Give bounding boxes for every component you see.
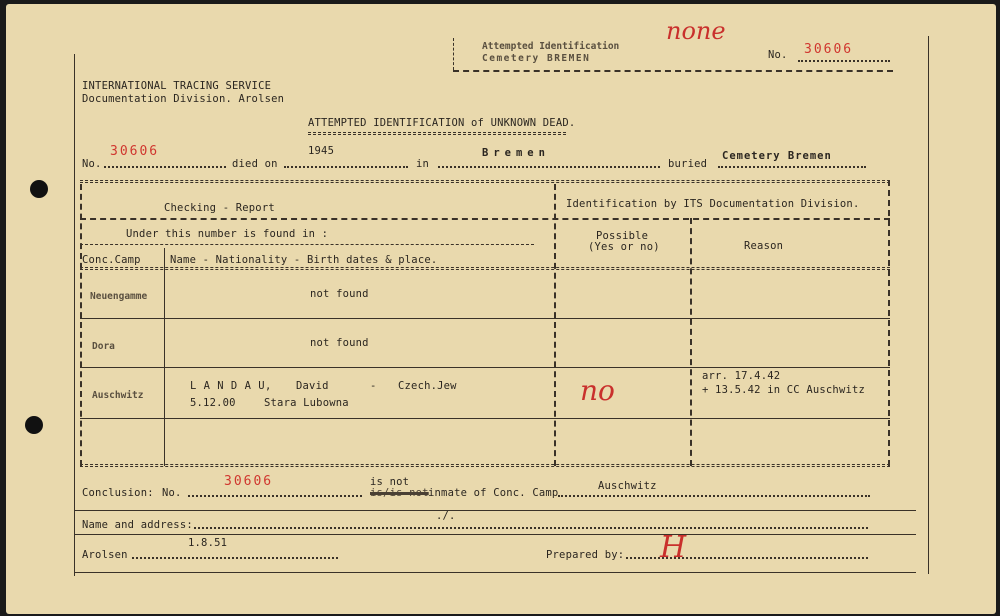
record-no-label: No. [82, 158, 102, 170]
died-on-value: 1945 [308, 145, 335, 157]
row-3-nationality: Czech.Jew [398, 380, 457, 392]
row-3-surname: L A N D A U, [190, 380, 272, 392]
conclusion-inmate: inmate of Conc. Camp [428, 487, 559, 499]
form-title: ATTEMPTED IDENTIFICATION of UNKNOWN DEAD. [308, 117, 576, 129]
prepared-by-initial: H [660, 530, 687, 565]
row-3-birth-place: Stara Lubowna [264, 397, 349, 409]
table-rule-3 [80, 244, 534, 245]
table-right-rule [888, 180, 890, 466]
stamp-line-2: Cemetery BREMEN [482, 53, 591, 64]
place-dots [438, 166, 660, 168]
yes-or-no-header: (Yes or no) [588, 241, 660, 253]
name-address-dots [194, 527, 868, 529]
row-1-bottom-rule [80, 318, 890, 319]
possible-header: Possible [596, 230, 649, 242]
row-3-birth-date: 5.12.00 [190, 397, 236, 409]
handwritten-none: none [666, 17, 726, 45]
buried-label: buried [668, 158, 708, 170]
row-3-dash: - [370, 380, 377, 392]
row-3-bottom-rule [80, 418, 890, 419]
table-divider-camp [164, 248, 165, 466]
place-value: Bremen [482, 147, 550, 159]
conclusion-number: 30606 [224, 474, 274, 489]
conclusion-number-dots [188, 495, 362, 497]
conclusion-is-not: is not [370, 476, 410, 488]
table-left-rule [80, 184, 82, 466]
reason-header: Reason [744, 240, 784, 252]
in-label: in [416, 158, 430, 170]
conclusion-camp: Auschwitz [598, 480, 657, 492]
record-number: 30606 [110, 144, 160, 159]
footer-place: Arolsen [82, 549, 128, 561]
table-top-rule [80, 180, 890, 183]
index-card [6, 4, 996, 614]
conclusion-label: Conclusion: [82, 487, 154, 499]
form-title-underline [308, 132, 566, 135]
row-2-camp: Dora [92, 341, 115, 352]
name-address-label: Name and address: [82, 519, 193, 531]
row-2-entry: not found [310, 337, 369, 349]
stamp-left-rule [453, 38, 454, 70]
punch-hole-top [30, 180, 48, 198]
punch-hole-bottom [25, 416, 43, 434]
top-no-label: No. [768, 49, 788, 61]
died-on-label: died on [232, 158, 278, 170]
row-3-reason-2: + 13.5.42 in CC Auschwitz [702, 384, 866, 396]
stamp-line-1: Attempted Identification [482, 41, 620, 52]
conclusion-camp-dots [558, 495, 870, 497]
row-3-reason-1: arr. 17.4.42 [702, 370, 781, 382]
table-bottom-rule [80, 464, 890, 467]
conclusion-no-label: No. [162, 487, 182, 499]
footer-rule [74, 572, 916, 573]
table-divider-main [554, 184, 556, 466]
col-camp-header: Conc.Camp [82, 254, 141, 266]
card-right-rule [928, 36, 929, 574]
row-3-camp: Auschwitz [92, 390, 144, 401]
name-address-value: ./. [436, 510, 456, 522]
org-line-2: Documentation Division. Arolsen [82, 93, 285, 105]
row-1-entry: not found [310, 288, 369, 300]
row-3-first-name: David [296, 380, 329, 392]
record-number-dots [104, 166, 226, 168]
stamp-bottom-rule [453, 70, 893, 72]
card-left-rule [74, 54, 75, 576]
identification-header: Identification by ITS Documentation Division. [566, 198, 860, 210]
row-1-camp: Neuengamme [90, 291, 148, 302]
table-header-bottom-rule [80, 267, 890, 270]
checking-report-header: Checking - Report [164, 202, 275, 214]
name-address-rule [74, 534, 916, 535]
conclusion-rule [74, 510, 916, 511]
footer-date: 1.8.51 [188, 537, 228, 549]
prepared-by-label: Prepared by: [546, 549, 625, 561]
row-3-possible-handwritten: no [580, 374, 615, 407]
died-on-dots [284, 166, 408, 168]
table-divider-reason [690, 218, 692, 466]
under-number-text: Under this number is found in : [126, 228, 329, 240]
buried-dots [718, 166, 866, 168]
col-name-header: Name - Nationality - Birth dates & place. [170, 254, 438, 266]
table-rule-2 [80, 218, 890, 220]
top-number: 30606 [804, 42, 854, 57]
org-line-1: INTERNATIONAL TRACING SERVICE [82, 80, 272, 92]
footer-date-dots [132, 557, 338, 559]
row-2-bottom-rule [80, 367, 890, 368]
buried-value: Cemetery Bremen [722, 150, 832, 162]
conclusion-struck: is/is not [370, 487, 429, 499]
top-number-dots [798, 60, 890, 62]
